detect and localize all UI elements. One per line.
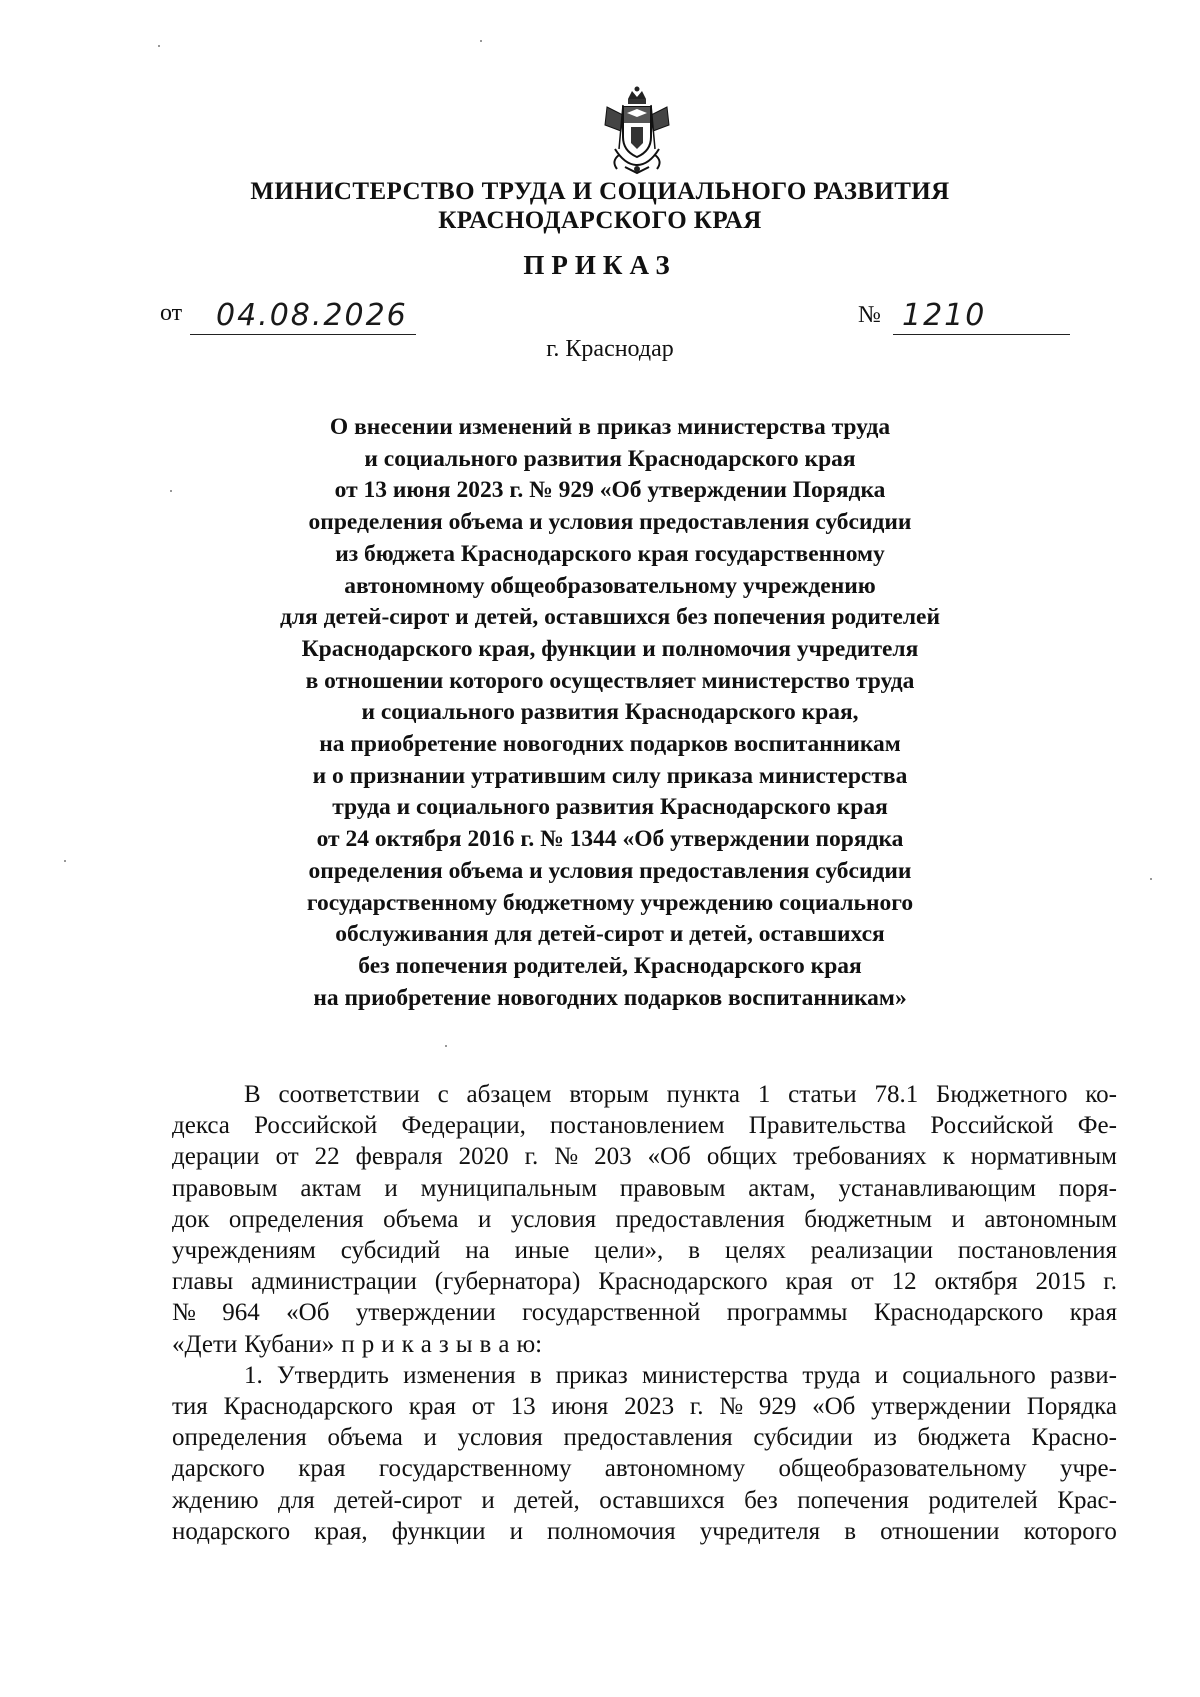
heading-line: на приобретение новогодних подарков воспитанникам [319, 731, 901, 758]
heading-line: и социального развития Краснодарского края, [361, 699, 859, 726]
heading-line: труда и социального развития Краснодарского края [332, 794, 888, 821]
body-line: главы администрации (губернатора) Краснодарского края от 12 октября 2015 г. [172, 1268, 1117, 1296]
body-line: В соответствии с абзацем вторым пункта 1 статьи 78.1 Бюджетного ко- [244, 1081, 1117, 1108]
body-line: нодарского края, функции и полномочия учредителя в отношении которого [172, 1517, 1117, 1545]
body-line: учреждениям субсидий на иные цели», в целях реализации постановления [172, 1237, 1117, 1265]
body-line: док определения объема и условия предоставления бюджетным и автономным [172, 1205, 1117, 1233]
date-prefix: от [160, 300, 183, 326]
scan-speck [445, 1045, 447, 1047]
body-line: тия Краснодарского края от 13 июня 2023 г. № 929 «Об утверждении Порядка [172, 1393, 1117, 1421]
heading-line: для детей-сирот и детей, оставшихся без попечения родителей [279, 604, 941, 631]
body-line: дарского края государственному автономному общеобразовательному учре- [172, 1455, 1117, 1483]
heading-line: определения объема и условия предоставления субсидии [308, 857, 912, 884]
document-type-title: ПРИКАЗ [523, 250, 677, 280]
heading-line: и социального развития Краснодарского края [364, 445, 856, 472]
heading-line: государственному бюджетному учреждению социального [306, 889, 914, 916]
scan-speck [170, 490, 172, 492]
heading-line: определения объема и условия предоставления субсидии [308, 509, 912, 536]
body-line: дерации от 22 февраля 2020 г. № 203 «Об общих требованиях к нормативным [172, 1143, 1117, 1171]
scan-speck [480, 40, 482, 42]
heading-line: автономному общеобразовательному учреждению [344, 572, 876, 599]
heading-line: на приобретение новогодних подарков воспитанникам» [313, 984, 907, 1011]
scan-speck [1150, 878, 1152, 880]
ministry-name-line1: МИНИСТЕРСТВО ТРУДА И СОЦИАЛЬНОГО РАЗВИТИЯ [250, 178, 950, 205]
body-line: ждению для детей-сирот и детей, оставшихся без попечения родителей Крас- [172, 1486, 1117, 1514]
heading-line: из бюджета Краснодарского края государственному [335, 540, 885, 567]
heading-line: от 13 июня 2023 г. № 929 «Об утверждении Порядка [334, 477, 886, 504]
order-body-text [172, 1079, 1117, 1547]
heading-line: Краснодарского края, функции и полномочия учредителя [301, 635, 919, 662]
scan-speck [158, 45, 160, 47]
city-name: г. Краснодар [546, 336, 674, 362]
date-underline [190, 334, 416, 335]
handwritten-date: 04.08.2026 [216, 298, 408, 333]
body-line: «Дети Кубани» п р и к а з ы в а ю: [172, 1330, 543, 1358]
body-line: определения объема и условия предоставления субсидии из бюджета Красно- [172, 1424, 1117, 1452]
heading-line: О внесении изменений в приказ министерства труда [329, 414, 891, 440]
ministry-name-line2: КРАСНОДАРСКОГО КРАЯ [438, 207, 762, 234]
number-prefix: № [858, 302, 881, 328]
heading-line: в отношении которого осуществляет министерство труда [305, 667, 915, 694]
body-line: правовым актам и муниципальным правовым актам, устанавливающим поря- [172, 1174, 1117, 1202]
body-line: № 964 «Об утверждении государственной программы Краснодарского края [172, 1299, 1117, 1327]
heading-line: обслуживания для детей-сирот и детей, оставшихся [335, 921, 885, 948]
body-line: декса Российской Федерации, постановлением Правительства Российской Фе- [172, 1112, 1117, 1140]
number-underline [893, 334, 1070, 335]
heading-line: от 24 октября 2016 г. № 1344 «Об утверждении порядка [316, 826, 904, 853]
handwritten-number: 1210 [902, 298, 987, 333]
scan-speck [64, 860, 66, 862]
krasnodar-coat-of-arms-icon [601, 85, 673, 177]
body-line: 1. Утвердить изменения в приказ министерства труда и социального разви- [244, 1361, 1117, 1389]
order-heading [150, 412, 1070, 1014]
heading-line: и о признании утратившим силу приказа министерства [312, 762, 908, 789]
heading-line: без попечения родителей, Краснодарского края [358, 952, 862, 979]
